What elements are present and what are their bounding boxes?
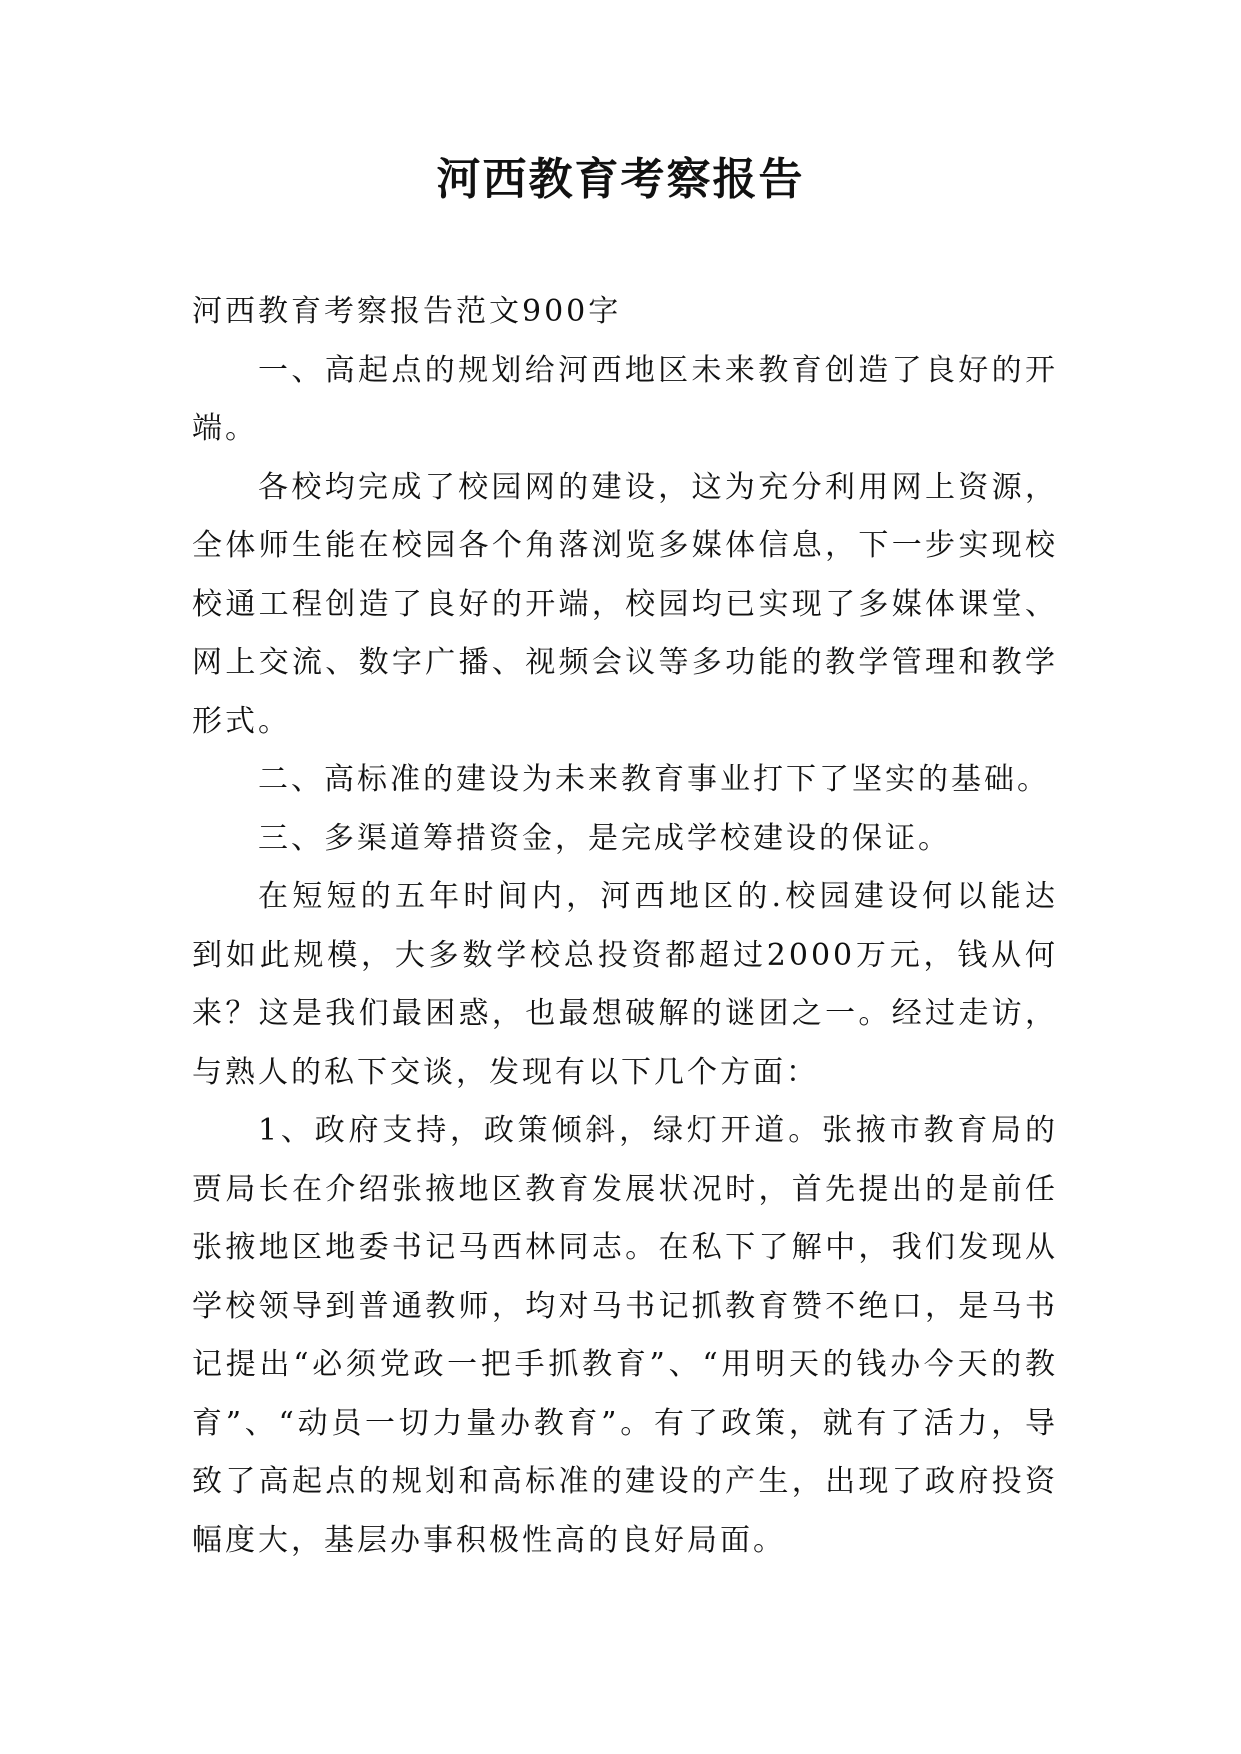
document-title: 河西教育考察报告 [436,154,805,205]
paragraph-subtitle: 河西教育考察报告范文900字 [192,294,622,329]
paragraph: 在短短的五年时间内，河西地区的.校园建设何以能达到如此规模，大多数学校总投资都超过2000万元，钱从何来？这是我们最困惑，也最想破解的谜团之一。经过走访，与熟人的私下交谈，发现有以下几个方面： [192,879,1058,1090]
paragraph: 二、高标准的建设为未来教育事业打下了坚实的基础。 [258,762,1050,797]
paragraph: 三、多渠道筹措资金，是完成学校建设的保证。 [258,820,951,856]
paragraph: 1、政府支持，政策倾斜，绿灯开道。张掖市教育局的贾局长在介绍张掖地区教育发展状况时，首先提出的是前任张掖地区地委书记马西林同志。在私下了解中，我们发现从学校领导到普通教师，均对马书记抓教育赞不绝口，是马书记提出“必须党政一把手抓教育”、“用明天的钱办今天的教育”、“动员一切力量办教育”。有了政策，就有了活力，导致了高起点的规划和高标准的建设的产生，出现了政府投资幅度大，基层办事积极性高的良好局面。 [192,1113,1058,1558]
paragraph: 各校均完成了校园网的建设，这为充分利用网上资源，全体师生能在校园各个角落浏览多媒体信息，下一步实现校校通工程创造了良好的开端，校园均已实现了多媒体课堂、网上交流、数字广播、视频会议等多功能的教学管理和教学形式。 [192,469,1058,739]
document-body [192,283,1058,1570]
paragraph: 一、高起点的规划给河西地区未来教育创造了良好的开端。 [192,352,1058,446]
